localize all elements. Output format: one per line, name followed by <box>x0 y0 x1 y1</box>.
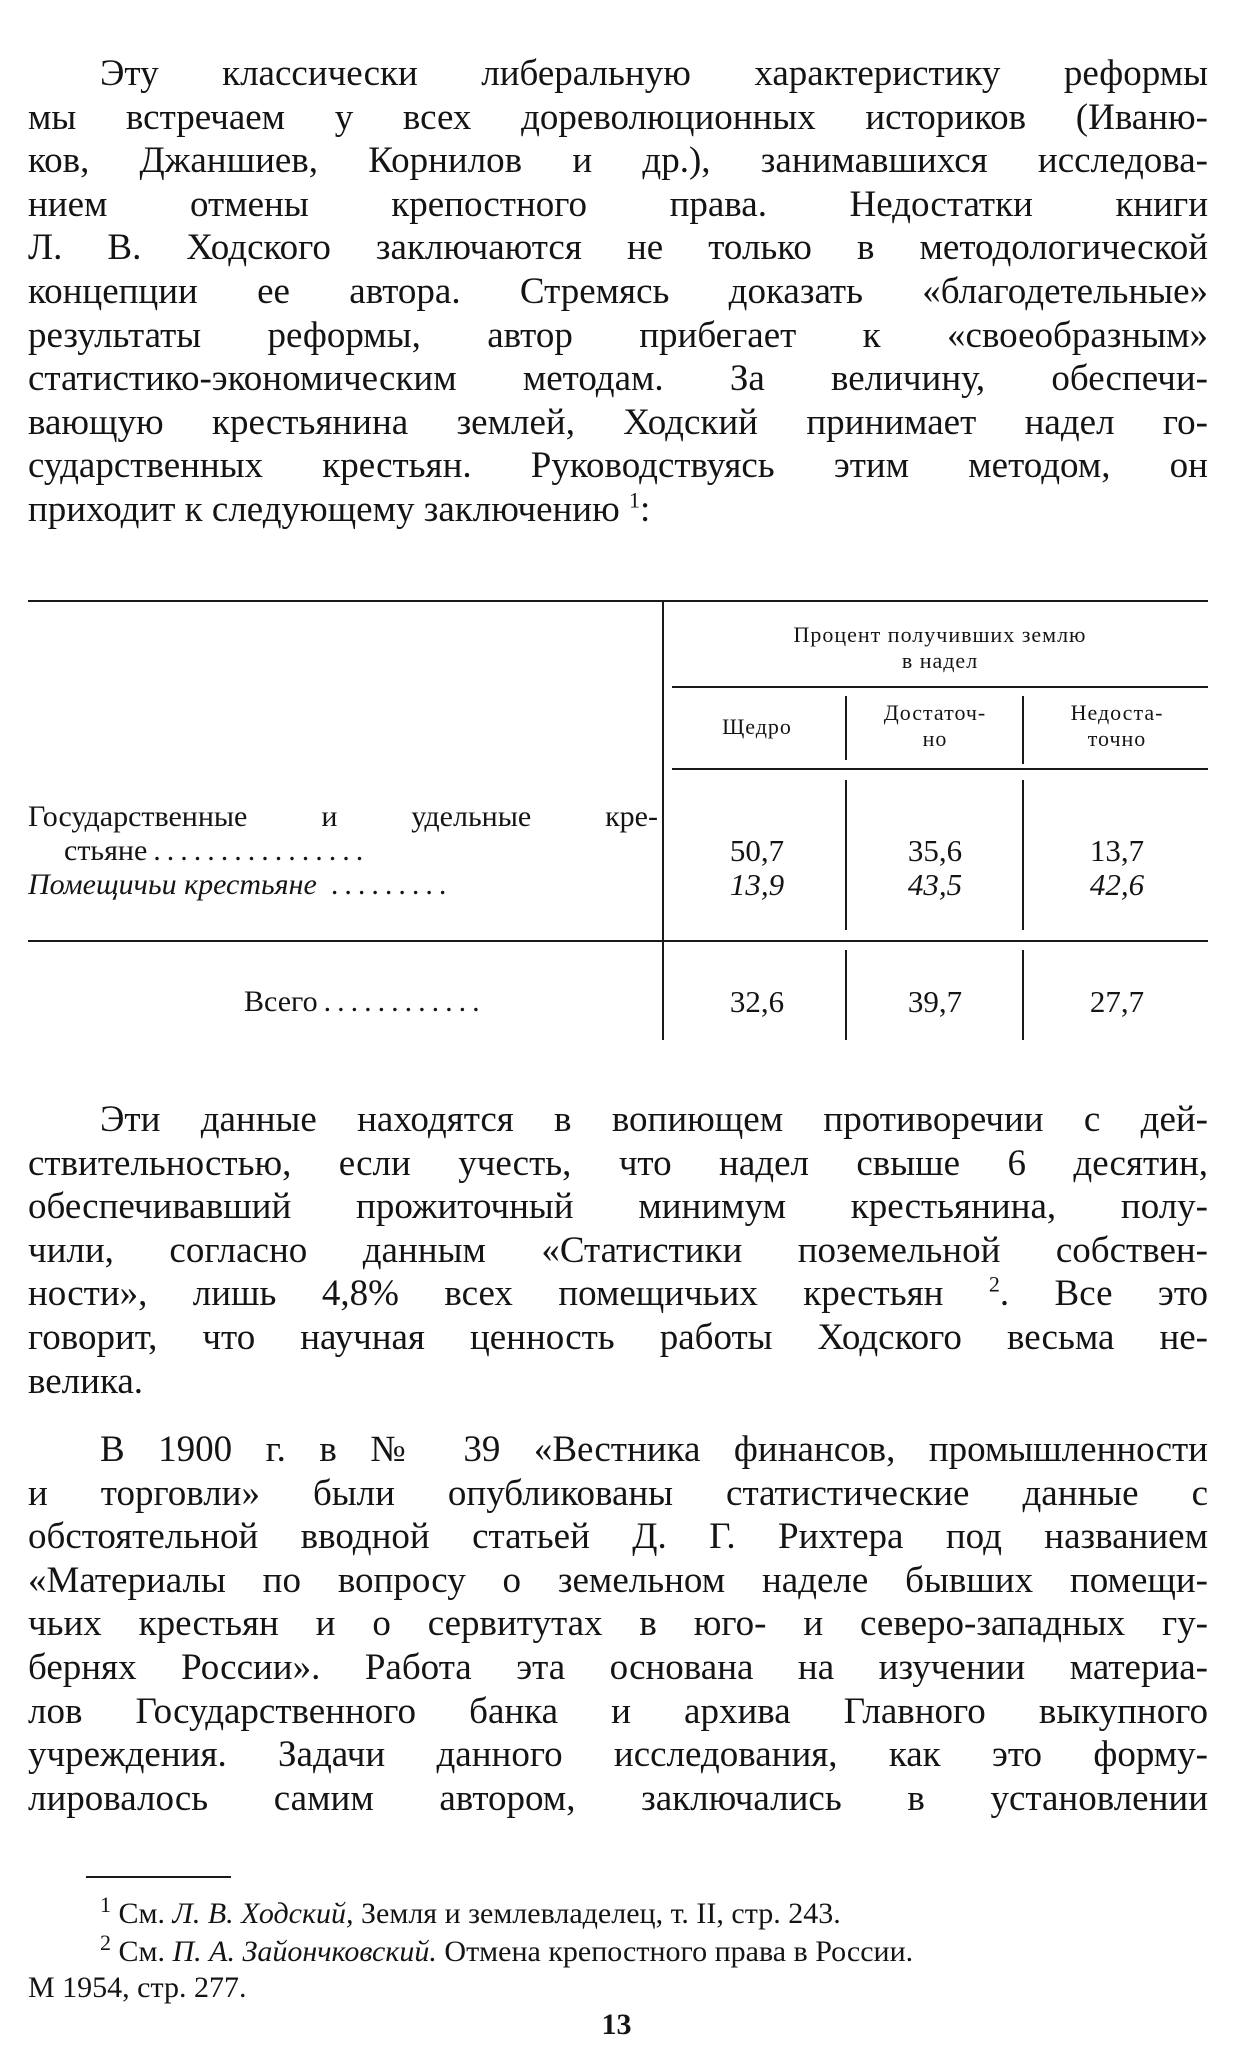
row-label-text: стьяне <box>64 834 148 867</box>
cell-value: 50,7 <box>729 833 785 868</box>
col-header-generous <box>672 714 842 740</box>
text-line: Эту классически либеральную характеристику реформы <box>100 53 1208 94</box>
footnote-prefix: См. <box>118 1897 173 1930</box>
col-header-line: точно <box>1087 726 1147 751</box>
text-line: обстоятельной вводной статьей Д. Г. Рихтера под названием <box>28 1516 1208 1558</box>
text-line: ков, Джаншиев, Корнилов и др.), занимавшихся исследова- <box>28 140 1208 182</box>
text-line: учреждения. Задачи данного исследования, как это форму- <box>28 1734 1208 1776</box>
cell-value: 39,7 <box>907 984 963 1019</box>
table-vline-label <box>662 600 664 1040</box>
text-line: чьих крестьян и о сервитутах в юго- и северо-западных гу- <box>28 1603 1208 1645</box>
text-line: результаты реформы, автор прибегает к «своеобразным» <box>28 314 1208 356</box>
footnote-1 <box>28 1892 1208 1932</box>
cell-value: 35,6 <box>907 833 963 868</box>
footnote-separator <box>86 1876 231 1878</box>
footnote-line <box>28 1930 1208 1970</box>
paragraph-2 <box>28 1098 1208 1403</box>
footnote-author: Л. В. Ходский, <box>172 1897 354 1930</box>
cell-value: 13,9 <box>729 867 785 902</box>
text-line: Эти данные находятся в вопиющем противоречии с дей- <box>100 1099 1208 1140</box>
footnote-line: М 1954, стр. 277. <box>28 1971 247 2004</box>
text-line: В 1900 г. в № 39 «Вестника финансов, промышленности <box>100 1429 1208 1470</box>
row-label-text: Помещичьи крестьяне <box>28 868 317 901</box>
text-line: нием отмены крепостного права. Недостатки книги <box>28 183 1208 225</box>
text-line: велика. <box>28 1360 144 1402</box>
col-header-line: Достаточ- <box>883 700 987 725</box>
text-line: концепции ее автора. Стремясь доказать «благодетельные» <box>28 270 1208 312</box>
footnote-text: Земля и землевладелец, т. II, стр. 243. <box>353 1897 841 1930</box>
text-line: обеспечивавший прожиточный минимум крестьянина, полу- <box>28 1186 1208 1228</box>
page-number: 13 <box>601 2008 632 2041</box>
group-header-line: Процент получивших землю <box>793 622 1087 647</box>
paragraph-3 <box>28 1428 1208 1820</box>
footnote-author: П. А. Зайончковский. <box>172 1935 437 1968</box>
footnote-2 <box>28 1930 1208 2006</box>
text-line: чили, согласно данным «Статистики поземельной собствен- <box>28 1229 1208 1271</box>
paragraph-1 <box>28 52 1208 532</box>
total-vline-2 <box>1022 950 1024 1040</box>
footnote-text: Отмена крепостного права в России. <box>436 1935 914 1968</box>
cell-value: 13,7 <box>1089 833 1145 868</box>
text-line: сударственных крестьян. Руководствуясь этим методом, он <box>28 445 1208 487</box>
text-line: лировалось самим автором, заключались в установлении <box>28 1777 1208 1819</box>
row-label-line <box>28 868 658 902</box>
header-vline-1 <box>845 696 847 760</box>
text-line-end: : <box>640 488 651 530</box>
table-row-state-peasants-label <box>28 800 658 868</box>
header-vline-2 <box>1022 696 1024 764</box>
text-line <box>28 1272 1208 1316</box>
text-line: говорит, что научная ценность работы Ходского весьма не- <box>28 1316 1208 1358</box>
text-line: «Материалы по вопросу о земельном наделе бывших помещи- <box>28 1559 1208 1601</box>
footnote-number: 1 <box>100 1892 111 1917</box>
row-label-line: Государственные и удельные кре- <box>28 800 658 833</box>
table-row-landlord-peasants-label <box>28 868 658 902</box>
footnote-ref-1: 1 <box>629 487 640 513</box>
text-line: и торговли» были опубликованы статистические данные с <box>28 1472 1208 1514</box>
text-line-content: ности», лишь 4,8% всех помещичьих крестьян <box>28 1273 944 1315</box>
col-header-line: но <box>922 726 948 751</box>
col-header-sufficient <box>850 700 1020 752</box>
cell-value: 43,5 <box>907 867 963 902</box>
table-body-rule <box>28 940 1208 942</box>
table-top-rule <box>28 600 1208 602</box>
body-vline-2 <box>1022 780 1024 930</box>
text-line: бернях России». Работа эта основана на изучении материа- <box>28 1646 1208 1688</box>
table-row-total-label <box>28 985 658 1019</box>
row-label-line <box>28 985 658 1019</box>
col-header-insufficient <box>1026 700 1208 752</box>
cell-value: 27,7 <box>1089 984 1145 1019</box>
group-header <box>672 622 1208 674</box>
leader-dots: ......... <box>330 868 453 901</box>
text-line: вающую крестьянина землей, Ходский принимает надел го- <box>28 401 1208 443</box>
text-line: лов Государственного банка и архива Главного выкупного <box>28 1690 1208 1732</box>
total-label: Всего <box>244 985 318 1018</box>
group-header-line: в надел <box>901 648 979 673</box>
body-vline-1 <box>845 780 847 930</box>
footnote-number: 2 <box>100 1930 111 1955</box>
footnote-line <box>28 1892 1208 1932</box>
cell-value: 32,6 <box>729 984 785 1019</box>
text-line <box>28 488 1208 532</box>
leader-dots: ................ <box>153 834 370 867</box>
cell-value: 42,6 <box>1089 867 1145 902</box>
text-line-end: . Все это <box>999 1273 1208 1315</box>
text-line: Л. В. Ходского заключаются не только в методологической <box>28 227 1208 269</box>
text-line-content: приходит к следующему заключению <box>28 488 620 530</box>
footnote-ref-2: 2 <box>988 1272 1000 1298</box>
total-vline-1 <box>845 950 847 1040</box>
text-line: ствительностью, если учесть, что надел свыше 6 десятин, <box>28 1142 1208 1184</box>
header-bottom-rule <box>672 768 1208 770</box>
col-header-line: Щедро <box>722 714 792 739</box>
text-line: мы встречаем у всех дореволюционных историков (Иваню- <box>28 96 1208 138</box>
group-header-rule <box>672 686 1208 688</box>
text-line: статистико-экономическим методам. За величину, обеспечи- <box>28 358 1208 400</box>
row-label-line <box>28 834 658 868</box>
footnote-prefix: См. <box>118 1935 173 1968</box>
leader-dots: ............ <box>323 985 486 1018</box>
col-header-line: Недоста- <box>1070 700 1164 725</box>
